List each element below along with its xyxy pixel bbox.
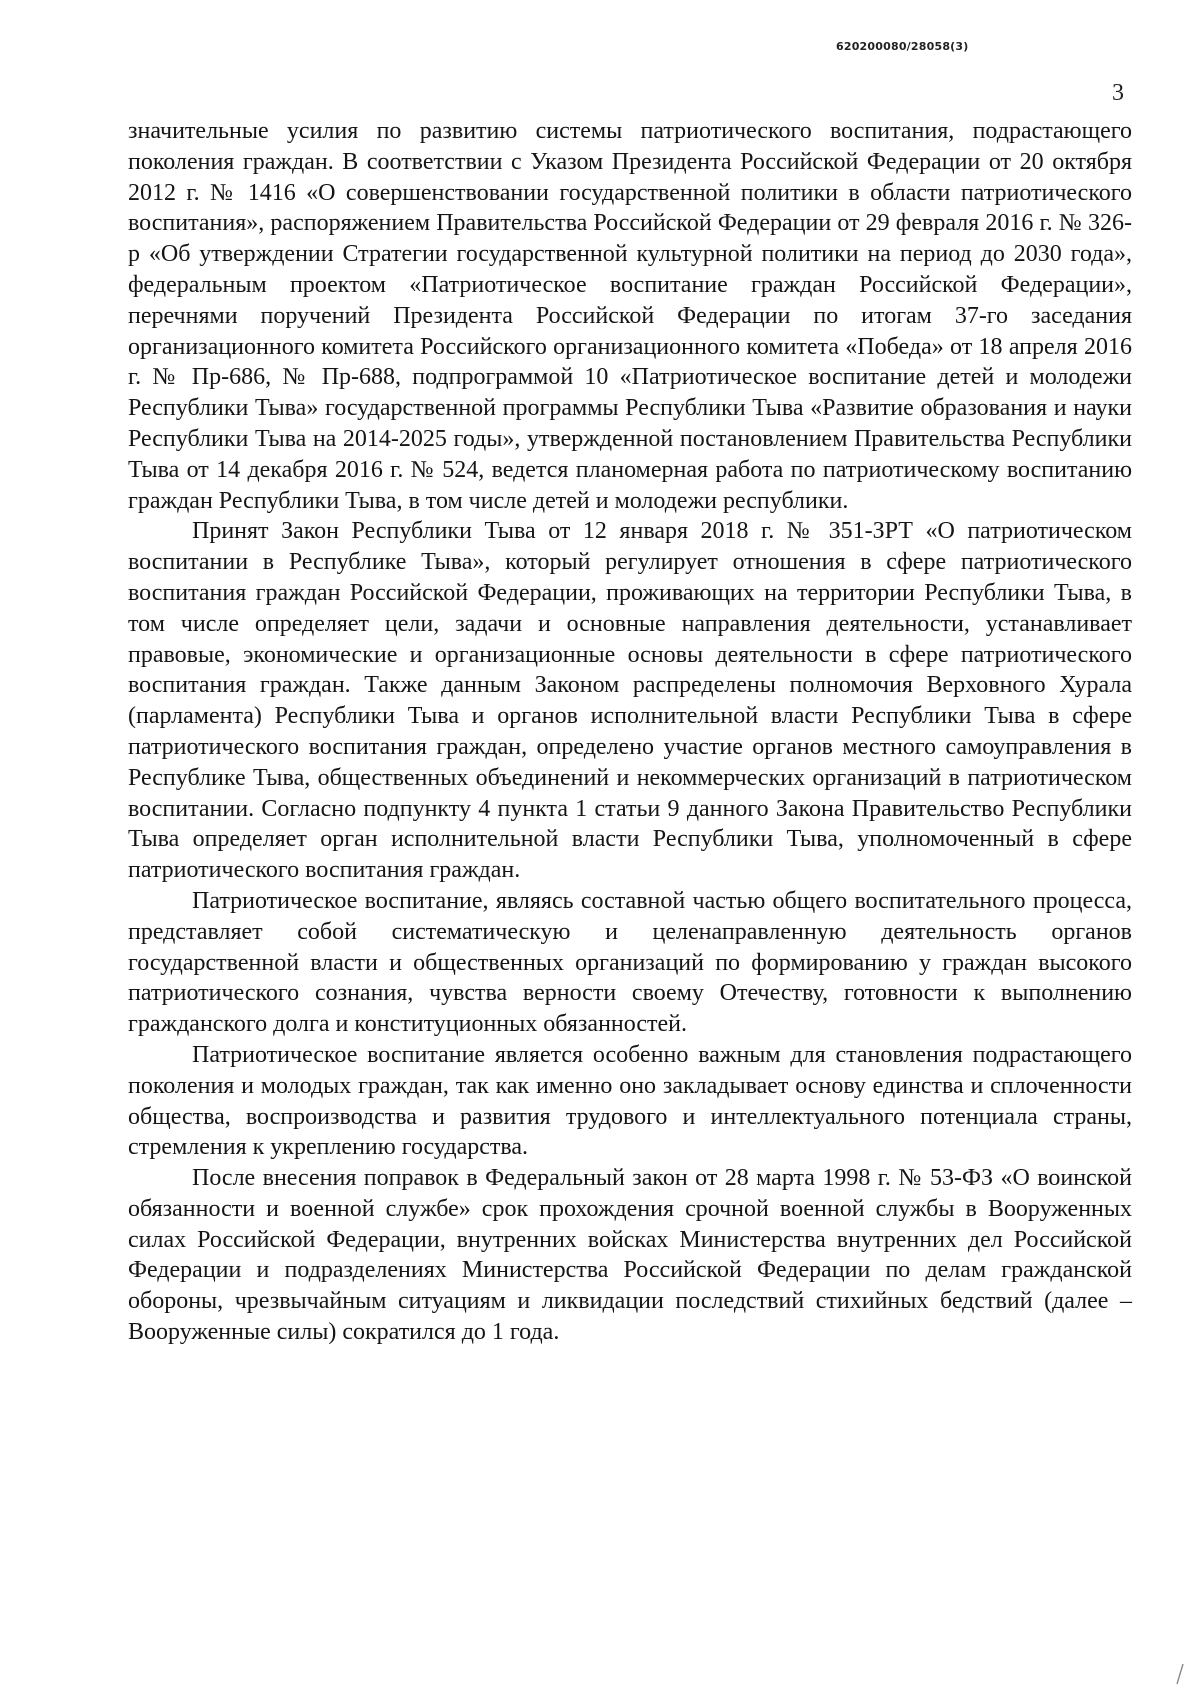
paragraph-continuation: значительные усилия по развитию системы патриотического воспитания, подрастающего поколения граждан. В соответствии с Указом Президента Российской Федерации от 20 октября 2012 г. № 1416 «О совершенствовании государственной политики в области патриотического воспитания», распоряжением Правительства Российской Федерации от 29 февраля 2016 г. № 326-р «Об утверждении Стратегии государственной культурной политики на период до 2030 года», федеральным проектом «Патриотическое воспитание граждан Российской Федерации», перечнями поручений Президента Российской Федерации по итогам 37-го заседания организационного комитета Российского организационного комитета «Победа» от 18 апреля 2016 г. № Пр-686, № Пр-688, подпрограммой 10 «Патриотическое воспитание детей и молодежи Республики Тыва» государственной программы Республики Тыва «Развитие образования и науки Республики Тыва на 2014-2025 годы», утвержденной постановлением Правительства Республики Тыва от 14 декабря 2016 г. № 524, ведется планомерная работа по патриотическому воспитанию граждан Республики Тыва, в том числе детей и молодежи республики. [128, 118, 1132, 514]
scan-mark [1175, 1662, 1185, 1686]
scan-mark-icon [1175, 1662, 1185, 1686]
document-id: 620200080/28058(3) [836, 40, 969, 53]
paragraph-law-adopted: Принят Закон Республики Тыва от 12 января 2018 г. № 351-ЗРТ «О патриотическом воспитании в Республике Тыва», который регулирует отношения в сфере патриотического воспитания граждан Российской Федерации, проживающих на территории Республики Тыва, в том числе определяет цели, задачи и основные направления деятельности, устанавливает правовые, экономические и организационные основы деятельности в сфере патриотического воспитания граждан. Также данным Законом распределены полномочия Верховного Хурала (парламента) Республики Тыва и органов исполнительной власти Республики Тыва в сфере патриотического воспитания граждан, определено участие органов местного самоуправления в Республике Тыва, общественных объединений и некоммерческих организаций в патриотическом воспитании. Согласно подпункту 4 пункта 1 статьи 9 данного Закона Правительство Республики Тыва определяет орган исполнительной власти Республики Тыва, уполномоченный в сфере патриотического воспитания граждан. [128, 518, 1132, 884]
paragraph-patriotic-education-importance: Патриотическое воспитание является особенно важным для становления подрастающего поколения и молодых граждан, так как именно оно закладывает основу единства и сплоченности общества, воспроизводства и развития трудового и интеллектуального потенциала страны, стремления к укреплению государства. [128, 1041, 1132, 1161]
page-number: 3 [1112, 80, 1124, 106]
paragraph-military-service: После внесения поправок в Федеральный закон от 28 марта 1998 г. № 53-ФЗ «О воинской обязанности и военной службе» срок прохождения срочной военной службы в Вооруженных силах Российской Федерации, внутренних войсках Министерства внутренних дел Российской Федерации и подразделениях Министерства Российской Федерации по делам гражданской обороны, чрезвычайным ситуациям и ликвидации последствий стихийных бедствий (далее – Вооруженные силы) сократился до 1 года. [128, 1165, 1132, 1346]
document-body [128, 116, 1132, 1348]
paragraph-patriotic-education-definition: Патриотическое воспитание, являясь составной частью общего воспитательного процесса, представляет собой систематическую и целенаправленную деятельность органов государственной власти и общественных организаций по формированию у граждан высокого патриотического сознания, чувства верности своему Отечеству, готовности к выполнению гражданского долга и конституционных обязанностей. [128, 887, 1132, 1038]
